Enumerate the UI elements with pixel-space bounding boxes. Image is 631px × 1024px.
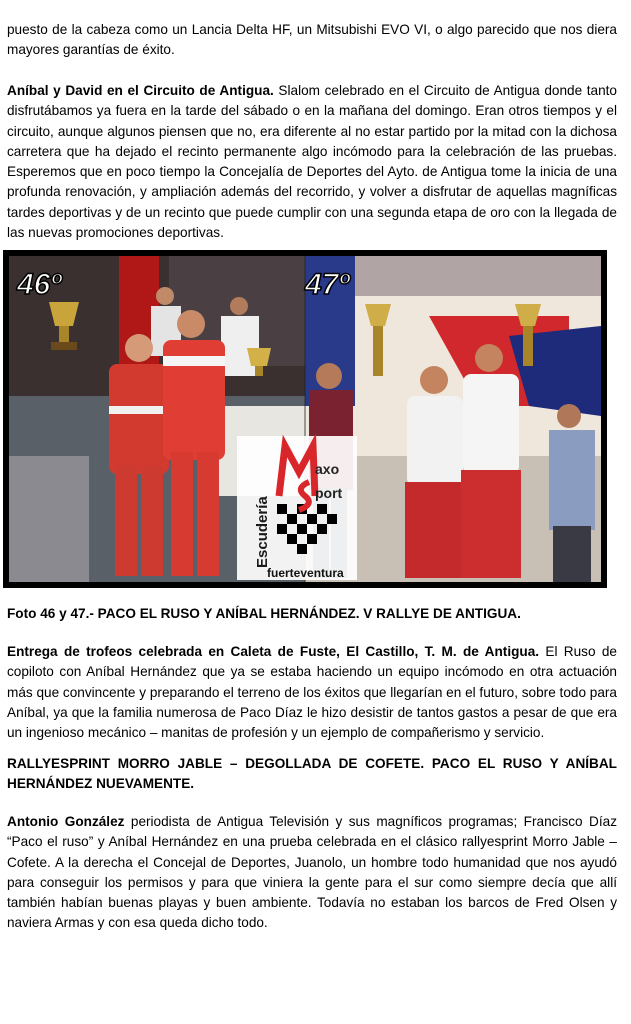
- paragraph-trofeos-body: El Ruso de copiloto con Aníbal Hernández que ya se estaba haciendo un equipo incómodo en otra actuación más que convincente y preparando el terreno de los éxitos que llegarían en el futuro, sobre todo para Aníbal, ya que la familia numerosa de Paco Díaz le hizo desistir de tantos gastos a pesar de que era un ingenioso mecánico – manitas de profesión y un ejemplo de compañerismo y servicio.: [7, 644, 617, 741]
- paragraph-trofeos: [7, 642, 617, 743]
- section-heading: RALLYESPRINT MORRO JABLE – DEGOLLADA DE COFETE. PACO EL RUSO Y ANÍBAL HERNÁNDEZ NUEVAMENTE.: [7, 756, 617, 792]
- paragraph-circuito-body: Slalom celebrado en el Circuito de Antigua donde tanto disfrutábamos ya fuera en la tarde del sábado o en la mañana del domingo. Eran otros tiempos y el circuito, aunque algunos piensen que no, era diferente al no estar partido por la mitad con la dichosa carretera que ha dejado el recinto permanente algo incómodo para la celebración de las pruebas. Esperemos que en poco tiempo la Concejalía de Deportes del Ayto. de Antigua tome la inicia de una profunda renovación, y ampliación además del recorrido, y volver a disfrutar de aquellas magníficas tardes deportivas y de un recinto que puede cumplir con una segunda etapa de oro con la llegada de las nuevas promociones deportivas.: [7, 83, 617, 241]
- logo-footer-text: fuerteventura: [267, 566, 344, 580]
- logo-vertical-text: Escudería: [254, 496, 271, 568]
- photo-number-left: 46º: [17, 268, 62, 301]
- paragraph-circuito: [7, 81, 617, 243]
- trophy-photo-collage: [3, 250, 607, 588]
- paragraph-morro-jable-body: periodista de Antigua Televisión y sus magníficos programas; Francisco Díaz “Paco el ruso” y Aníbal Hernández en una prueba celebrada en el clásico rallyesprint Morro Jable – Cofete. A la derecha el Concejal de Deportes, Juanolo, un hombre todo humanidad que nos ayudó para conseguir los permisos y para que viniera la gente para el sur como siempre decía que allí también habían buenas playas y buen ambiente. Todavía no estaban los barcos de Fred Olsen y naviera Armas y con esa queda dicho todo.: [7, 814, 617, 931]
- paragraph-morro-jable: [7, 812, 617, 934]
- logo-bottom-text: port: [315, 485, 343, 501]
- escuderia-maxo-sport-logo: [237, 436, 357, 580]
- paragraph-trofeos-heading: Entrega de trofeos celebrada en Caleta de Fuste, El Castillo, T. M. de Antigua.: [7, 644, 540, 659]
- photo-caption: Foto 46 y 47.- PACO EL RUSO Y ANÍBAL HERNÁNDEZ. V RALLYE DE ANTIGUA.: [7, 606, 521, 621]
- photo-number-right: 47º: [305, 268, 350, 301]
- paragraph-intro: puesto de la cabeza como un Lancia Delta HF, un Mitsubishi EVO VI, o algo parecido que nos diera mayores garantías de éxito.: [7, 22, 617, 58]
- photo-illustration: [9, 256, 601, 582]
- paragraph-morro-jable-heading: Antonio González: [7, 814, 125, 829]
- paragraph-circuito-heading: Aníbal y David en el Circuito de Antigua.: [7, 83, 274, 98]
- logo-top-text: axo: [315, 461, 340, 477]
